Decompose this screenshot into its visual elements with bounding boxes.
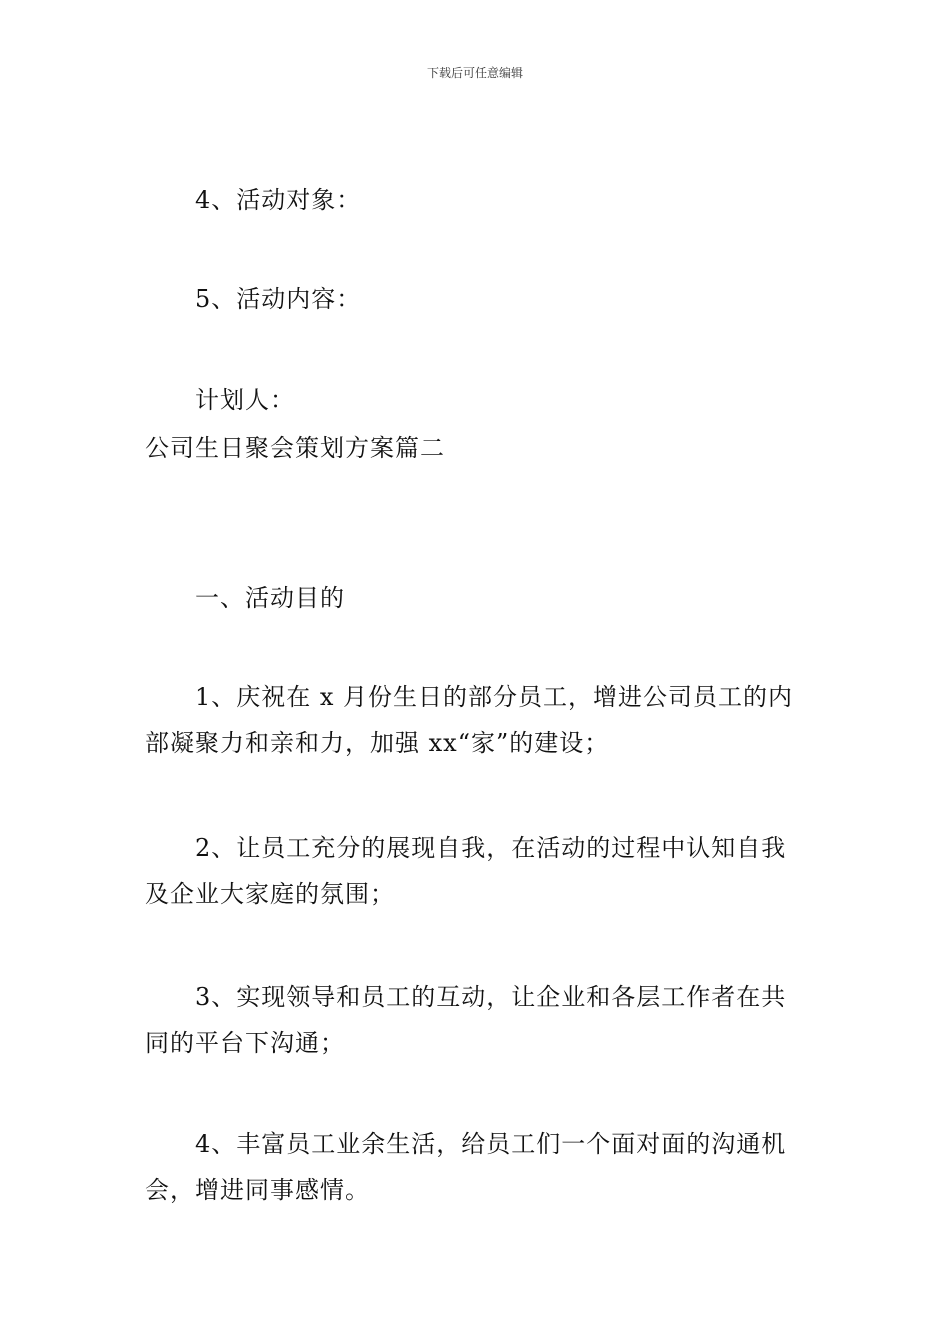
activity-content-line: 5、活动内容： [195,285,362,313]
planner-line: 计划人： [195,386,295,414]
page-header-note: 下载后可任意编辑 [426,66,523,80]
purpose-2-line-2: 及企业大家庭的氛围； [145,880,395,908]
purpose-1-line-1: 1、庆祝在 x 月份生日的部分员工，增进公司员工的内 [195,683,794,711]
purpose-3-line-1: 3、实现领导和员工的互动，让企业和各层工作者在共 [195,983,787,1011]
purpose-2-line-1: 2、让员工充分的展现自我，在活动的过程中认知自我 [195,834,787,862]
section-title: 公司生日聚会策划方案篇二 [145,434,445,462]
purpose-1-line-2: 部凝聚力和亲和力，加强 xx“家”的建设； [145,729,610,757]
purpose-4-line-2: 会，增进同事感情。 [145,1176,370,1204]
heading-activity-purpose: 一、活动目的 [195,584,345,612]
purpose-3-line-2: 同的平台下沟通； [145,1029,345,1057]
purpose-4-line-1: 4、丰富员工业余生活，给员工们一个面对面的沟通机 [195,1130,787,1158]
activity-target-line: 4、活动对象： [195,186,362,214]
